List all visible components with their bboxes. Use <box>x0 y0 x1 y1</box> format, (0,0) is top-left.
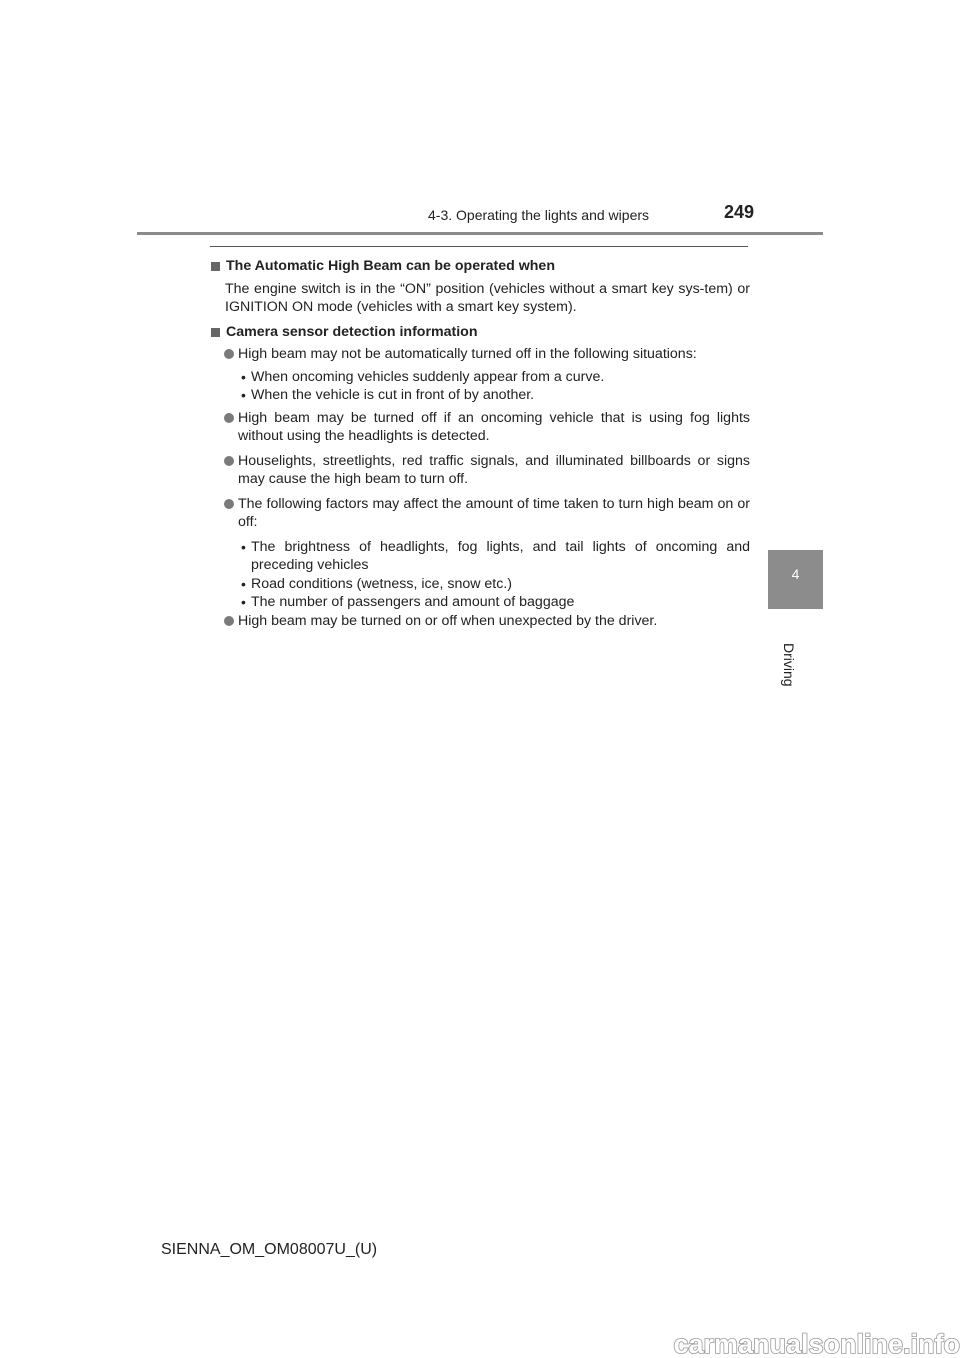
square-bullet-icon <box>211 262 220 271</box>
header-section-title: 4-3. Operating the lights and wipers <box>428 207 650 223</box>
sub-list <box>210 368 750 405</box>
list-item: Houselights, streetlights, red traffic signals, and illuminated billboards or signs may cause the high beam to turn off. <box>210 452 750 489</box>
list-item: High beam may be turned on or off when unexpected by the driver. <box>210 612 750 631</box>
circle-bullet-icon <box>224 413 234 423</box>
page-content <box>210 255 750 630</box>
section-paragraph: The engine switch is in the “ON” position (vehicles without a smart key sys-tem) or IGNITION ON mode (vehicles with a smart key system). <box>225 280 750 315</box>
circle-bullet-icon <box>224 456 234 466</box>
footer-document-code: SIENNA_OM_OM08007U_(U) <box>161 1241 378 1258</box>
watermark-text: carmanualsonline.info <box>673 1329 960 1358</box>
list-item: The following factors may affect the amount of time taken to turn high beam on or off: <box>210 495 750 532</box>
sub-list-item: • The brightness of headlights, fog lights, and tail lights of oncoming and preceding vehicles <box>241 538 750 573</box>
square-bullet-icon <box>211 328 220 337</box>
header-rule <box>137 232 823 235</box>
section-heading: The Automatic High Beam can be operated when <box>210 257 750 276</box>
circle-bullet-icon <box>224 349 234 359</box>
small-bullet-icon: • <box>241 538 246 555</box>
circle-bullet-icon <box>224 499 234 509</box>
sub-list-item: • The number of passengers and amount of baggage <box>241 594 575 610</box>
sub-list-item: • When oncoming vehicles suddenly appear from a curve. <box>241 368 605 385</box>
chapter-tab <box>768 550 823 609</box>
watermark-logo <box>673 1322 960 1358</box>
sub-list-item: • When the vehicle is cut in front of by another. <box>241 387 535 403</box>
small-bullet-icon: • <box>241 594 246 610</box>
page-number: 249 <box>724 202 755 222</box>
chapter-number: 4 <box>791 566 800 582</box>
small-bullet-icon: • <box>241 387 246 403</box>
sub-list <box>210 538 750 612</box>
list-item: High beam may be turned off if an oncoming vehicle that is using fog lights without using the headlights is detected. <box>210 409 750 446</box>
small-bullet-icon: • <box>241 368 246 385</box>
section-heading: Camera sensor detection information <box>210 323 750 342</box>
sub-list-item: • Road conditions (wetness, ice, snow etc.) <box>241 575 513 592</box>
chapter-label: Driving <box>781 643 797 687</box>
circle-bullet-icon <box>224 616 234 626</box>
small-bullet-icon: • <box>241 575 246 592</box>
section-rule <box>210 246 748 247</box>
list-item: High beam may not be automatically turned off in the following situations: <box>210 345 750 364</box>
